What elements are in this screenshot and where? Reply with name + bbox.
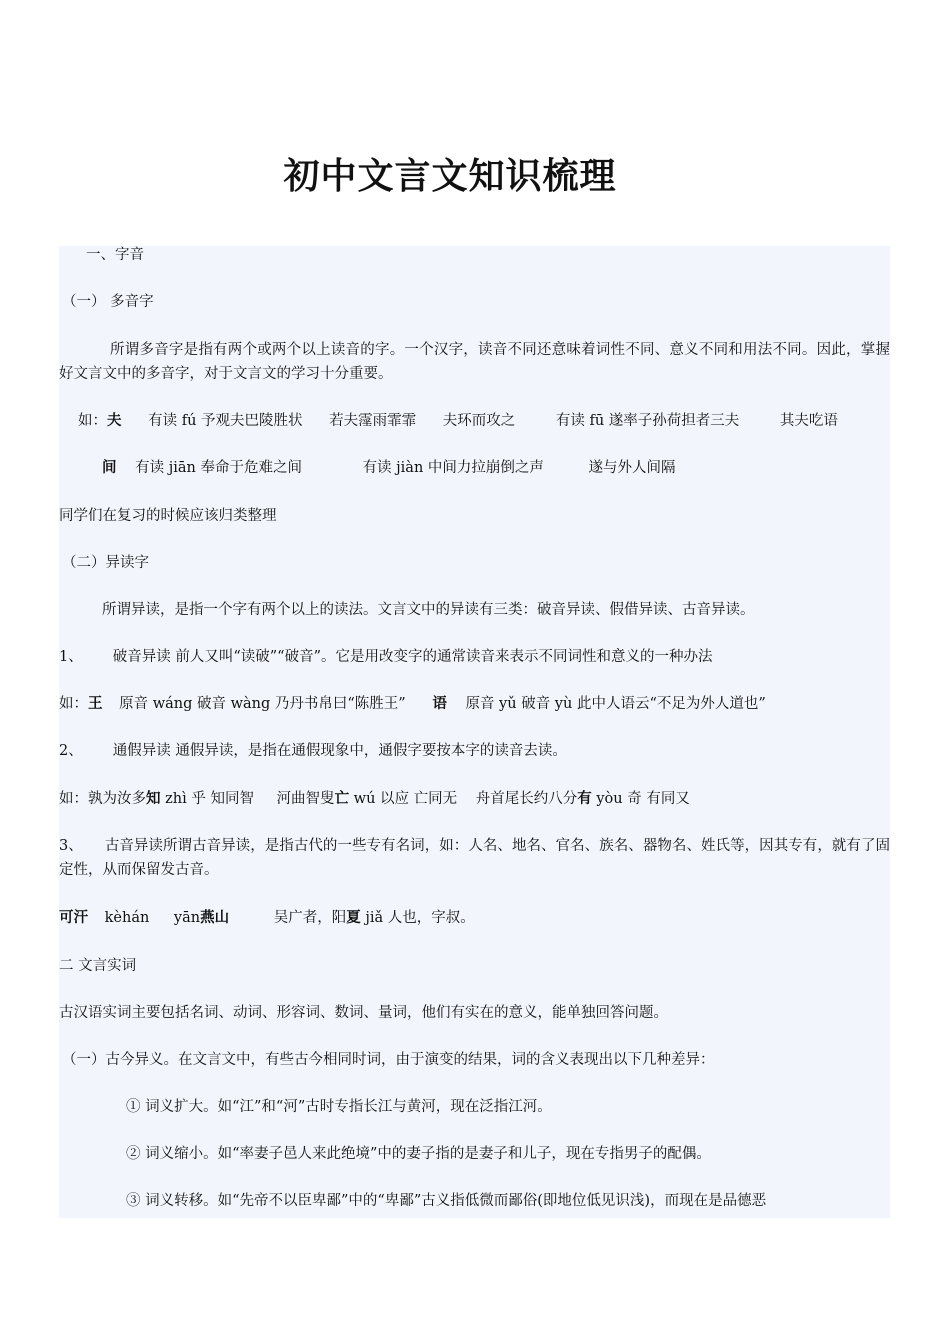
tongjia-text-5: 舟首尾长约八分 — [475, 791, 578, 807]
document-body — [59, 246, 890, 1218]
list-number-3: 3、 — [59, 838, 83, 854]
bold-char-you: 有 — [577, 791, 592, 807]
page-title: 初中文言文知识梳理 — [283, 156, 617, 197]
list-text-3: 古音异读所谓古音异读，是指古代的一些专有名词，如：人名、地名、官名、族名、器物名、姓氏等，因其专有，就有了固定性，从而保留发古音。 — [59, 838, 890, 878]
polyphonic-intro-paragraph: 所谓多音字是指有两个或两个以上读音的字。一个汉字，读音不同还意味着词性不同、意义不同和用法不同。因此，掌握好文言文中的多音字，对于文言文的学习十分重要。 — [59, 342, 890, 382]
meaning-change-narrow: ② 词义缩小。如“率妻子邑人来此绝境”中的妻子指的是妻子和儿子，现在专指男子的配偶。 — [126, 1146, 711, 1162]
example-line-ancient-names — [59, 906, 890, 930]
bold-word-kehan: 可汗 — [59, 910, 88, 926]
example-prefix: 如： — [59, 696, 88, 712]
meaning-change-expand: ① 词义扩大。如“江”和“河”古时专指长江与黄河，现在泛指江河。 — [126, 1099, 552, 1115]
jian-reading-1: 有读 jiān 奉命于危难之间 — [135, 460, 302, 476]
bold-char-yu: 语 — [432, 696, 447, 712]
meaning-change-shift: ③ 词义转移。如“先帝不以臣卑鄙”中的“卑鄙”古义指低微而鄙俗(即地位低见识浅)，而现在是品德恶 — [126, 1193, 767, 1209]
list-item-2 — [59, 739, 890, 763]
tongjia-text-2: zhì 乎 知同智 — [160, 791, 254, 807]
list-item-1 — [59, 645, 890, 669]
tongjia-text-1: 如：孰为汝多 — [59, 791, 146, 807]
bold-char-wang: 王 — [88, 696, 103, 712]
bold-char-xia: 夏 — [346, 910, 361, 926]
wang-readings: 原音 wáng 破音 wàng 乃丹书帛曰“陈胜王” — [119, 696, 406, 712]
review-note: 同学们在复习的时候应该归类整理 — [59, 508, 277, 524]
list-number-2: 2、 — [59, 743, 83, 759]
subsection-heading-polyphonic: （一） 多音字 — [62, 294, 154, 310]
list-text-1: 破音异读 前人又叫“读破”“破音”。它是用改变字的通常读音来表示不同词性和意义的一种办法 — [112, 649, 713, 665]
variant-reading-intro: 所谓异读，是指一个字有两个以上的读法。文言文中的异读有三类：破音异读、假借异读、古音异读。 — [102, 602, 755, 618]
fu-reading-3: 夫环而攻之 — [442, 413, 516, 429]
fu-reading-4: 有读 fū 遂率子孙荷担者三夫 — [555, 413, 740, 429]
yanshan-pinyin: yān — [173, 910, 201, 926]
subsection-heading-variant-reading: （二）异读字 — [62, 555, 149, 571]
bold-char-jian: 间 — [102, 460, 117, 476]
subsection-heading-ancient-modern: （一）古今异义。在文言文中，有些古今相同时词，由于演变的结果，词的含义表现出以下几种差异： — [62, 1052, 715, 1068]
list-text-2: 通假异读 通假异读，是指在通假现象中，通假字要按本字的读音去读。 — [112, 743, 567, 759]
jian-reading-3: 遂与外人间隔 — [588, 460, 676, 476]
kehan-pinyin: kèhán — [104, 910, 150, 926]
section-heading-content-words: 二 文言实词 — [59, 958, 137, 974]
section-heading-pronunciation: 一、字音 — [86, 247, 144, 263]
jian-reading-2: 有读 jiàn 中间力拉崩倒之声 — [362, 460, 544, 476]
example-line-jian — [102, 456, 890, 480]
wuguang-text-1: 吴广者，阳 — [273, 910, 347, 926]
tongjia-text-4: wú 以应 亡同无 — [349, 791, 458, 807]
tongjia-text-6: yòu 奇 有同又 — [591, 791, 690, 807]
fu-reading-5: 其夫吃语 — [779, 413, 838, 429]
example-line-fu — [78, 409, 890, 433]
bold-char-wang2: 亡 — [334, 791, 350, 807]
bold-char-fu: 夫 — [107, 413, 122, 429]
bold-char-zhi: 知 — [146, 791, 161, 807]
list-number-1: 1、 — [59, 649, 83, 665]
wuguang-text-2: jiǎ 人也，字叔。 — [360, 910, 475, 926]
fu-reading-1: 有读 fú 予观夫巴陵胜状 — [148, 413, 303, 429]
content-words-intro: 古汉语实词主要包括名词、动词、形容词、数词、量词，他们有实在的意义，能单独回答问题。 — [59, 1005, 668, 1021]
example-line-wang-yu — [59, 692, 890, 716]
example-prefix: 如： — [78, 413, 107, 429]
example-line-tongjia — [59, 787, 890, 811]
fu-reading-2: 若夫霪雨霏霏 — [329, 413, 417, 429]
bold-word-yanshan: 燕山 — [200, 910, 230, 926]
tongjia-text-3: 河曲智叟 — [276, 791, 335, 807]
yu-readings: 原音 yǔ 破音 yù 此中人语云“不足为外人道也” — [465, 696, 766, 712]
list-item-3 — [59, 834, 890, 882]
